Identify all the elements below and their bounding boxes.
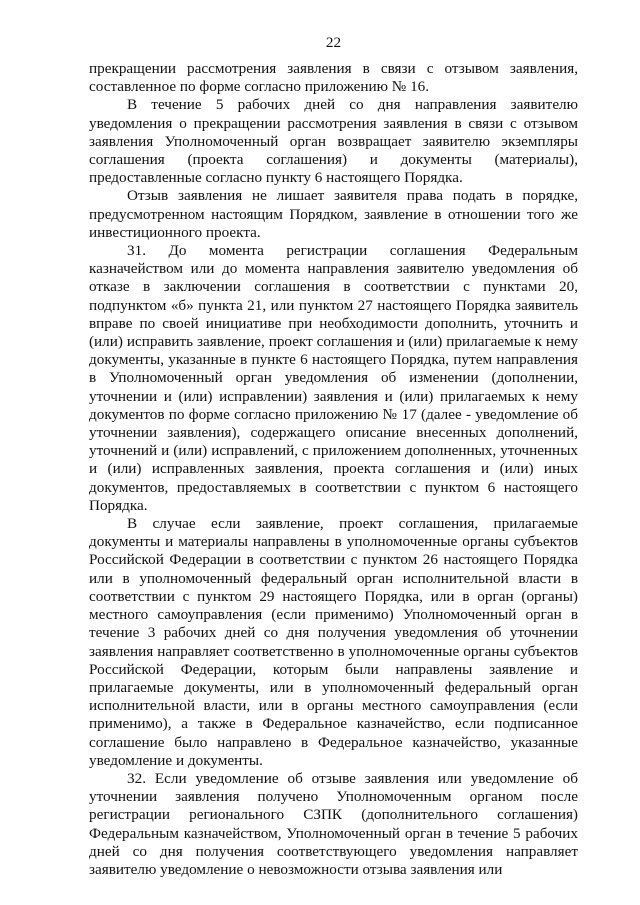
paragraph-item-32: 32. Если уведомление об отзыве заявления или уведомление об уточнении заявления получено Уполномоченным органом после регистрации регионального СЗПК (дополнительного соглашения) Федеральным казначейством, Уполномоченный орган в течение 5 рабочих дней со дня получения соответствующего уведомления направляет заявителю уведомление о невозможности отзыва заявления или	[89, 769, 578, 878]
paragraph-withdrawal-rights: Отзыв заявления не лишает заявителя права подать в порядке, предусмотренном настоящим Порядком, заявление в отношении того же инвестиционного проекта.	[89, 187, 578, 241]
paragraph-continuation: прекращении рассмотрения заявления в связи с отзывом заявления, составленное по форме согласно приложению № 16.	[89, 60, 578, 96]
page-number: 22	[325, 34, 342, 51]
paragraph-item-31-notification: В случае если заявление, проект соглашения, прилагаемые документы и материалы направлены в уполномоченные органы субъектов Российской Федерации в соответствии с пунктом 26 настоящего Порядка или в уполномоченный федеральный орган исполнительной власти в соответствии с пунктом 29 настоящего Порядка, или в орган (органы) местного самоуправления (если применимо) Уполномоченный орган в течение 3 рабочих дней со дня получения уведомления об уточнении заявления направляет соответственно в уполномоченные органы субъектов Российской Федерации, которым были направлены заявление и прилагаемые документы, или в уполномоченный федеральный орган исполнительной власти, или в органы местного самоуправления (если применимо), а также в Федеральное казначейство, если подписанное соглашение было направлено в Федеральное казначейство, указанные уведомление и документы.	[89, 515, 578, 769]
paragraph-item-31: 31. До момента регистрации соглашения Федеральным казначейством или до момента направления заявителю уведомления об отказе в заключении соглашения в соответствии с пунктами 20, подпунктом «б» пункта 21, или пунктом 27 настоящего Порядка заявитель вправе по своей инициативе при необходимости дополнить, уточнить и (или) исправить заявление, проект соглашения и (или) прилагаемые к нему документы, указанные в пункте 6 настоящего Порядка, путем направления в Уполномоченный орган уведомления об изменении (дополнении, уточнении и (или) исправлении) заявления и (или) прилагаемых к нему документов по форме согласно приложению № 17 (далее - уведомление об уточнении заявления), содержащего описание внесенных дополнений, уточнений и (или) исправлений, с приложением дополненных, уточненных и (или) исправленных заявления, проекта соглашения и (или) иных документов, предоставляемых в соответствии с пунктом 6 настоящего Порядка.	[89, 242, 578, 514]
paragraph-return-documents: В течение 5 рабочих дней со дня направления заявителю уведомления о прекращении рассмотрения заявления в связи с отзывом заявления Уполномоченный орган возвращает заявителю экземпляры соглашения (проекта соглашения) и документы (материалы), предоставленные согласно пункту 6 настоящего Порядка.	[89, 96, 578, 187]
